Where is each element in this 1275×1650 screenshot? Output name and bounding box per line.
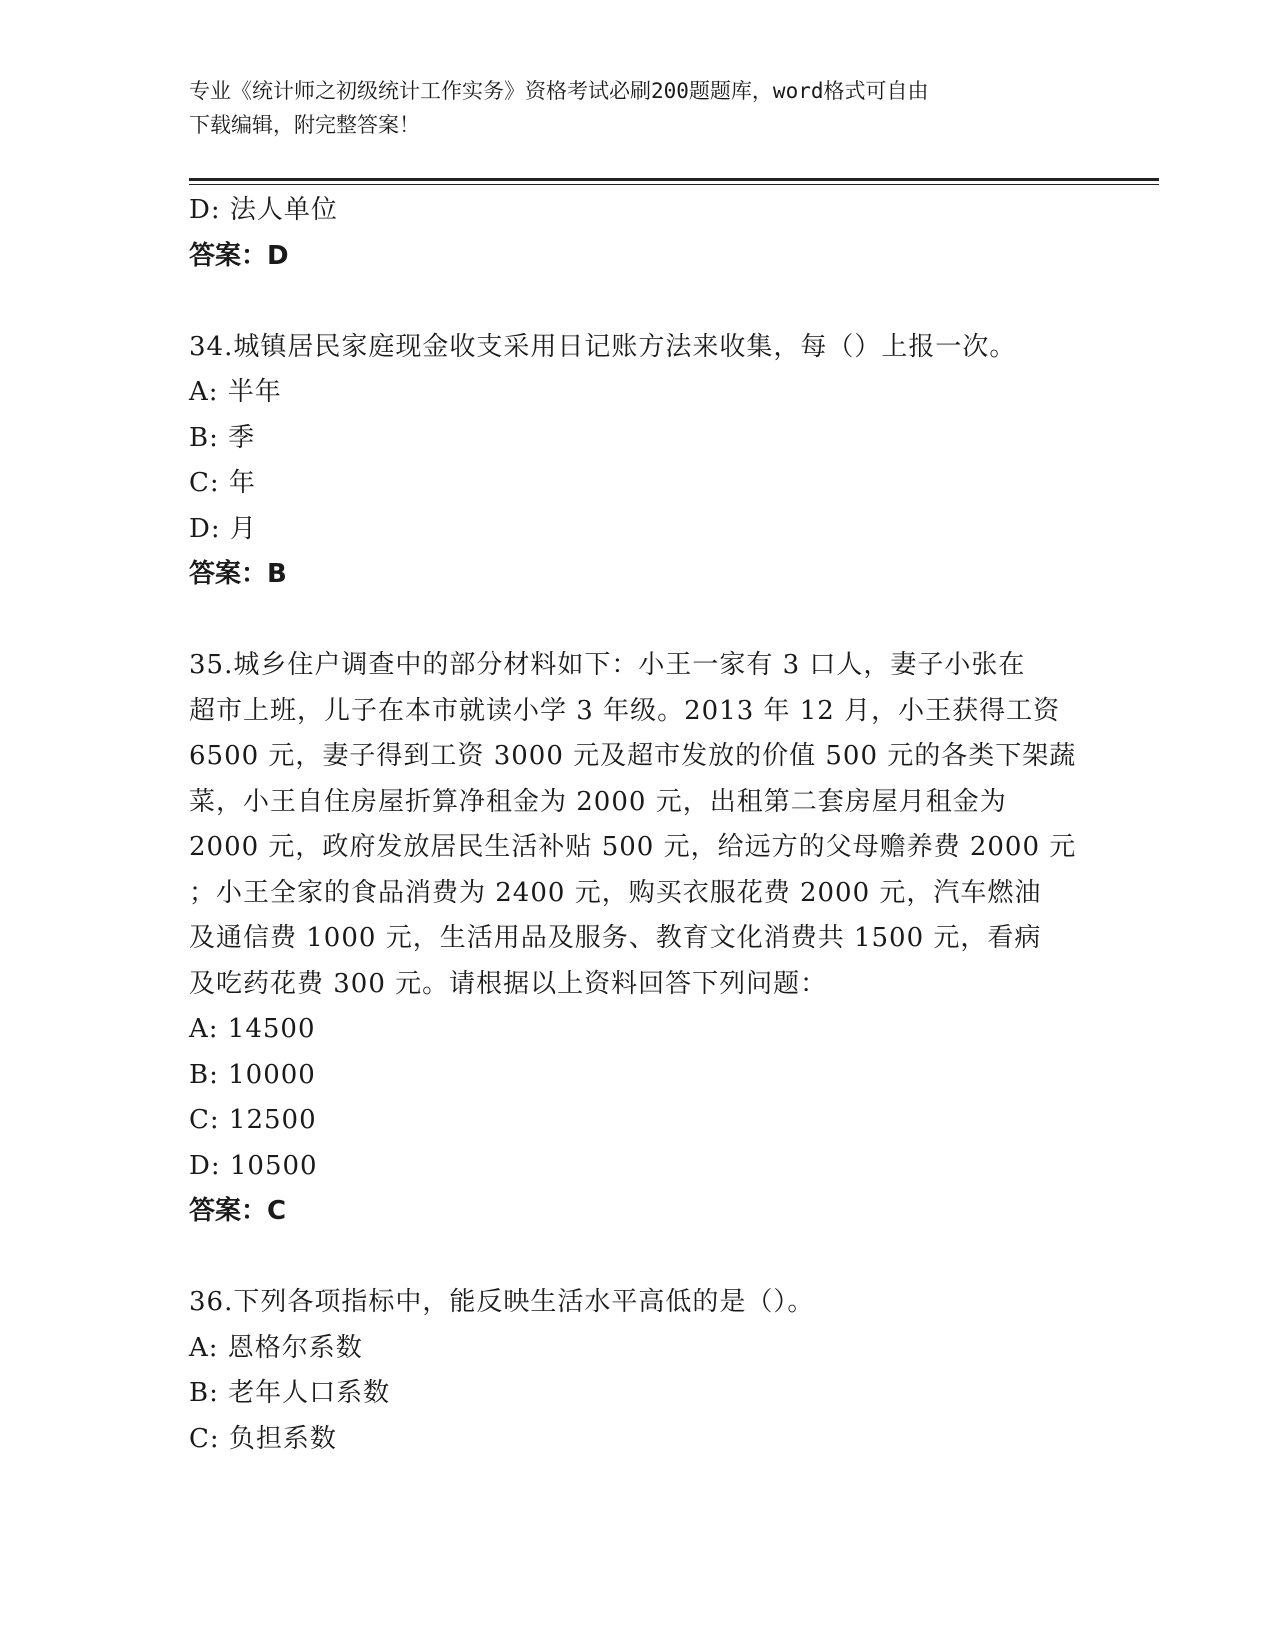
q35-stem-line-4: 菜，小王自住房屋折算净租金为 2000 元，出租第二套房屋月租金为 — [189, 786, 1007, 817]
q36-stem: 36.下列各项指标中，能反映生活水平高低的是（）。 — [189, 1287, 815, 1317]
q34-option-d: D: 月 — [189, 513, 257, 544]
q34-answer: 答案：B — [189, 559, 287, 589]
header-title-line-2: 下载编辑，附完整答案！ — [189, 113, 420, 137]
q35-option-a: A: 14500 — [189, 1014, 316, 1044]
q35-stem-line-1: 35.城乡住户调查中的部分材料如下：小王一家有 3 口人，妻子小张在 — [189, 650, 1026, 680]
q35-option-d: D: 10500 — [189, 1150, 318, 1181]
q35-option-c: C: 12500 — [189, 1105, 317, 1135]
q35-stem-line-3: 6500 元，妻子得到工资 3000 元及超市发放的价值 500 元的各类下架蔬 — [189, 741, 1077, 771]
q34-option-b: B: 季 — [189, 422, 256, 453]
q36-option-c: C: 负担系数 — [189, 1423, 337, 1454]
header-divider-thick — [189, 178, 1159, 181]
q33-answer: 答案：D — [189, 240, 289, 271]
q35-stem-line-2: 超市上班，儿子在本市就读小学 3 年级。2013 年 12 月，小王获得工资 — [189, 695, 1061, 726]
spacer — [189, 279, 1089, 325]
q35-option-b: B: 10000 — [189, 1059, 316, 1090]
q35-stem-line-5: 2000 元，政府发放居民生活补贴 500 元，给远方的父母赡养费 2000 元 — [189, 832, 1077, 862]
q33-option-d: D: 法人单位 — [189, 195, 338, 225]
q34-option-a: A: 半年 — [189, 377, 282, 407]
header-title-line-1: 专业《统计师之初级统计工作实务》资格考试必刷200题题库，word格式可自由 — [189, 79, 929, 103]
question-content — [189, 188, 1089, 1462]
q35-stem-line-7: 及通信费 1000 元，生活用品及服务、教育文化消费共 1500 元，看病 — [189, 923, 1042, 953]
document-header — [189, 74, 1079, 142]
spacer — [189, 1235, 1089, 1281]
q36-option-a: A: 恩格尔系数 — [189, 1332, 363, 1363]
q35-stem-line-6: ；小王全家的食品消费为 2400 元，购买衣服花费 2000 元，汽车燃油 — [189, 877, 1042, 908]
q34-option-c: C: 年 — [189, 468, 256, 498]
q36-option-b: B: 老年人口系数 — [189, 1378, 391, 1408]
q35-stem-line-8: 及吃药花费 300 元。请根据以上资料回答下列问题： — [189, 968, 828, 999]
header-divider-thin — [189, 184, 1159, 185]
spacer — [189, 598, 1089, 644]
q34-stem: 34.城镇居民家庭现金收支采用日记账方法来收集，每（）上报一次。 — [189, 331, 1017, 362]
q35-answer: 答案：C — [189, 1196, 287, 1226]
